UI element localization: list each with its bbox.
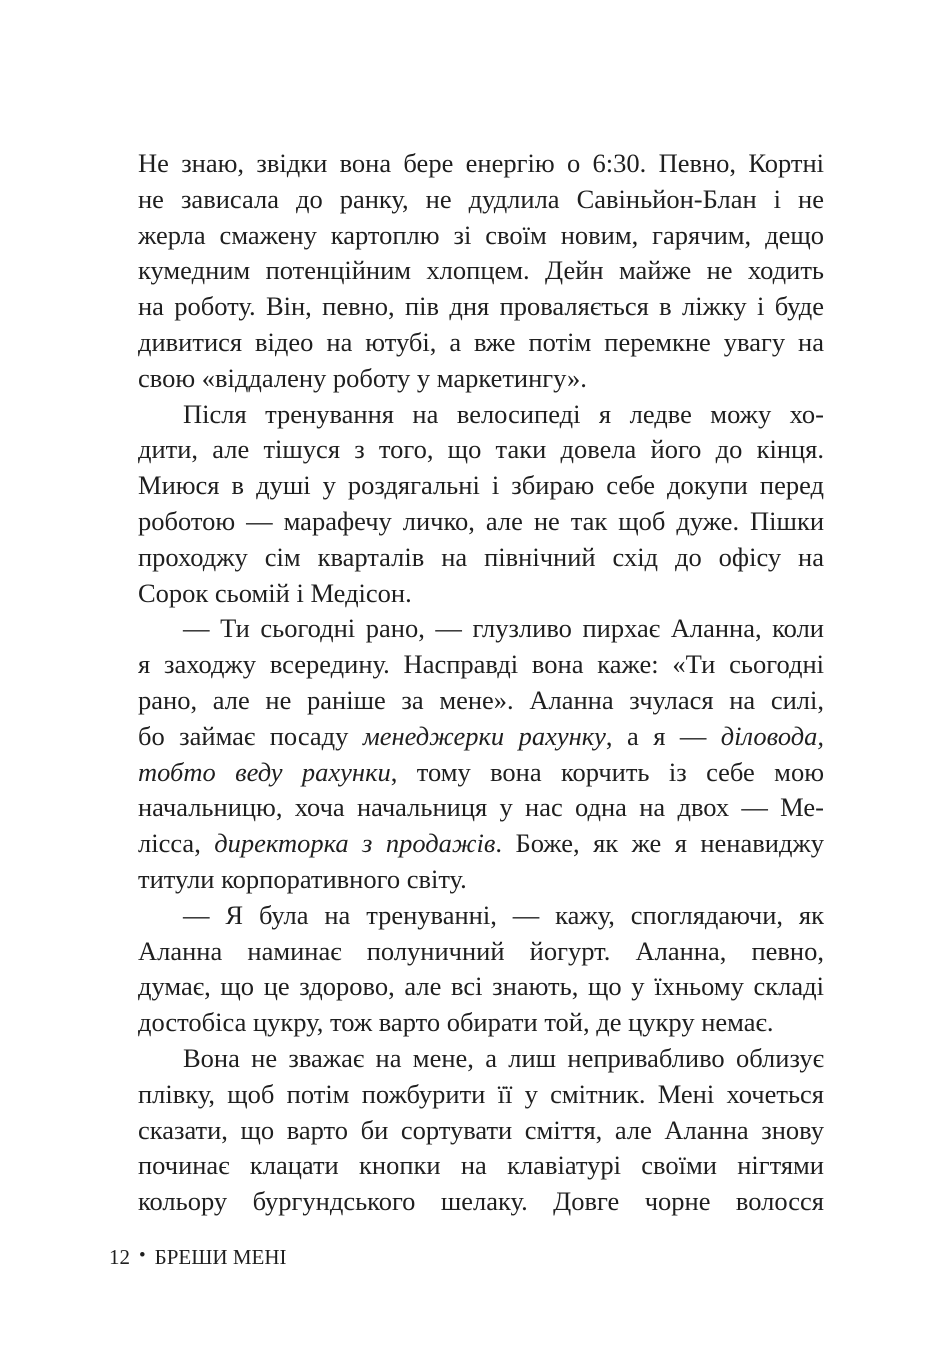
text-line [138,719,824,755]
text-segment: на роботу. Він, певно, пів дня проваляється в ліжку і буде [138,291,824,322]
text-segment: дити, але тішуся з того, що таки довела його до кінця. [138,434,824,465]
text-segment: Після тренування на велосипеді я ледве можу хо- [183,398,824,429]
text-line [138,1077,824,1113]
text-line [138,325,824,361]
text-segment: достобіса цукру, тож варто обирати той, де цукру немає. [138,1007,774,1038]
text-segment: жерла смажену картоплю зі своїм новим, гарячим, дещо [138,219,824,250]
text-line [138,361,824,397]
paragraph [138,898,824,1041]
text-segment: лісса, [138,828,215,859]
text-line [138,683,824,719]
text-segment: кумедним потенційним хлопцем. Дейн майже не ходить [138,255,824,286]
text-line [138,1041,824,1077]
text-segment: кольору бургундського шелаку. Довге чорне волосся [138,1186,824,1217]
text-segment: я заходжу всередину. Насправді вона каже: «Ти сьогодні [138,649,824,680]
text-line [138,146,824,182]
text-line [138,969,824,1005]
text-line [138,1184,824,1220]
footer-bullet-separator: • [139,1245,146,1266]
text-segment: сказати, що варто би сортувати сміття, але Аланна знову [138,1114,824,1145]
text-segment: — Ти сьогодні рано, — глузливо пирхає Аланна, коли [183,613,824,644]
text-segment: свою «віддалену роботу у маркетингу». [138,362,587,393]
paragraph [138,1041,824,1220]
italic-text-segment: менеджерки рахунку [362,720,606,751]
paragraph [138,611,824,897]
text-segment: Миюся в душі у роздягальні і збираю себе докупи перед [138,470,824,501]
text-segment: думає, що це здорово, але всі знають, що у їхньому складі [138,971,824,1002]
page-text [138,146,824,1220]
italic-text-segment: тобто веду рахунки [138,756,391,787]
text-line [138,934,824,970]
text-line [138,898,824,934]
text-line [138,790,824,826]
text-line [138,611,824,647]
text-segment: роботою — марафечу личко, але не так щоб дуже. Пішки [138,505,824,536]
text-segment: дивитися відео на ютубі, а вже потім перемкне увагу на [138,326,824,357]
italic-text-segment: директорка з продажів [214,828,496,859]
text-line [138,862,824,898]
book-title: БРЕШИ МЕНІ [154,1245,287,1269]
text-segment: Сорок сьомій і Медісон. [138,577,412,608]
text-segment: . Боже, як же я ненавиджу [495,828,824,859]
text-segment: Аланна наминає полуничний йогурт. Аланна, певно, [138,935,824,966]
text-segment: начальницю, хоча начальниця у нас одна на двох — Ме- [138,792,824,823]
text-line [138,755,824,791]
text-line [138,647,824,683]
text-segment: не зависала до ранку, не дудлила Савіньйон-Блан і не [138,183,824,214]
italic-text-segment: діловода, [720,720,824,751]
text-segment: бо займає посаду [138,720,363,751]
text-segment: Не знаю, звідки вона бере енергію о 6:30. Певно, Кортні [138,148,824,178]
text-segment: починає клацати кнопки на клавіатурі своїми нігтями [138,1150,824,1181]
text-segment: рано, але не раніше за мене». Аланна зчулася на силі, [138,684,824,715]
text-segment: плівку, щоб потім пожбурити її у смітник. Мені хочеться [138,1078,824,1109]
text-segment: , тому вона корчить із себе мою [390,756,824,787]
text-segment: — Я була на тренуванні, — кажу, споглядаючи, як [183,899,824,930]
text-line [138,826,824,862]
text-line [138,397,824,433]
text-line [138,1005,824,1041]
text-segment: проходжу сім кварталів на північний схід до офісу на [138,541,824,572]
text-segment: титули корпоративного світу. [138,863,467,894]
text-segment: , а я — [605,720,721,751]
page-footer [109,1244,286,1270]
text-line [138,540,824,576]
paragraph [138,397,824,612]
text-line [138,468,824,504]
text-line [138,289,824,325]
text-line [138,1148,824,1184]
text-line [138,1113,824,1149]
text-line [138,253,824,289]
text-line [138,576,824,612]
text-line [138,504,824,540]
text-line [138,182,824,218]
text-segment: Вона не зважає на мене, а лиш непривабливо облизує [183,1042,824,1073]
text-line [138,218,824,254]
paragraph [138,146,824,397]
text-line [138,432,824,468]
page-number: 12 [109,1245,130,1269]
